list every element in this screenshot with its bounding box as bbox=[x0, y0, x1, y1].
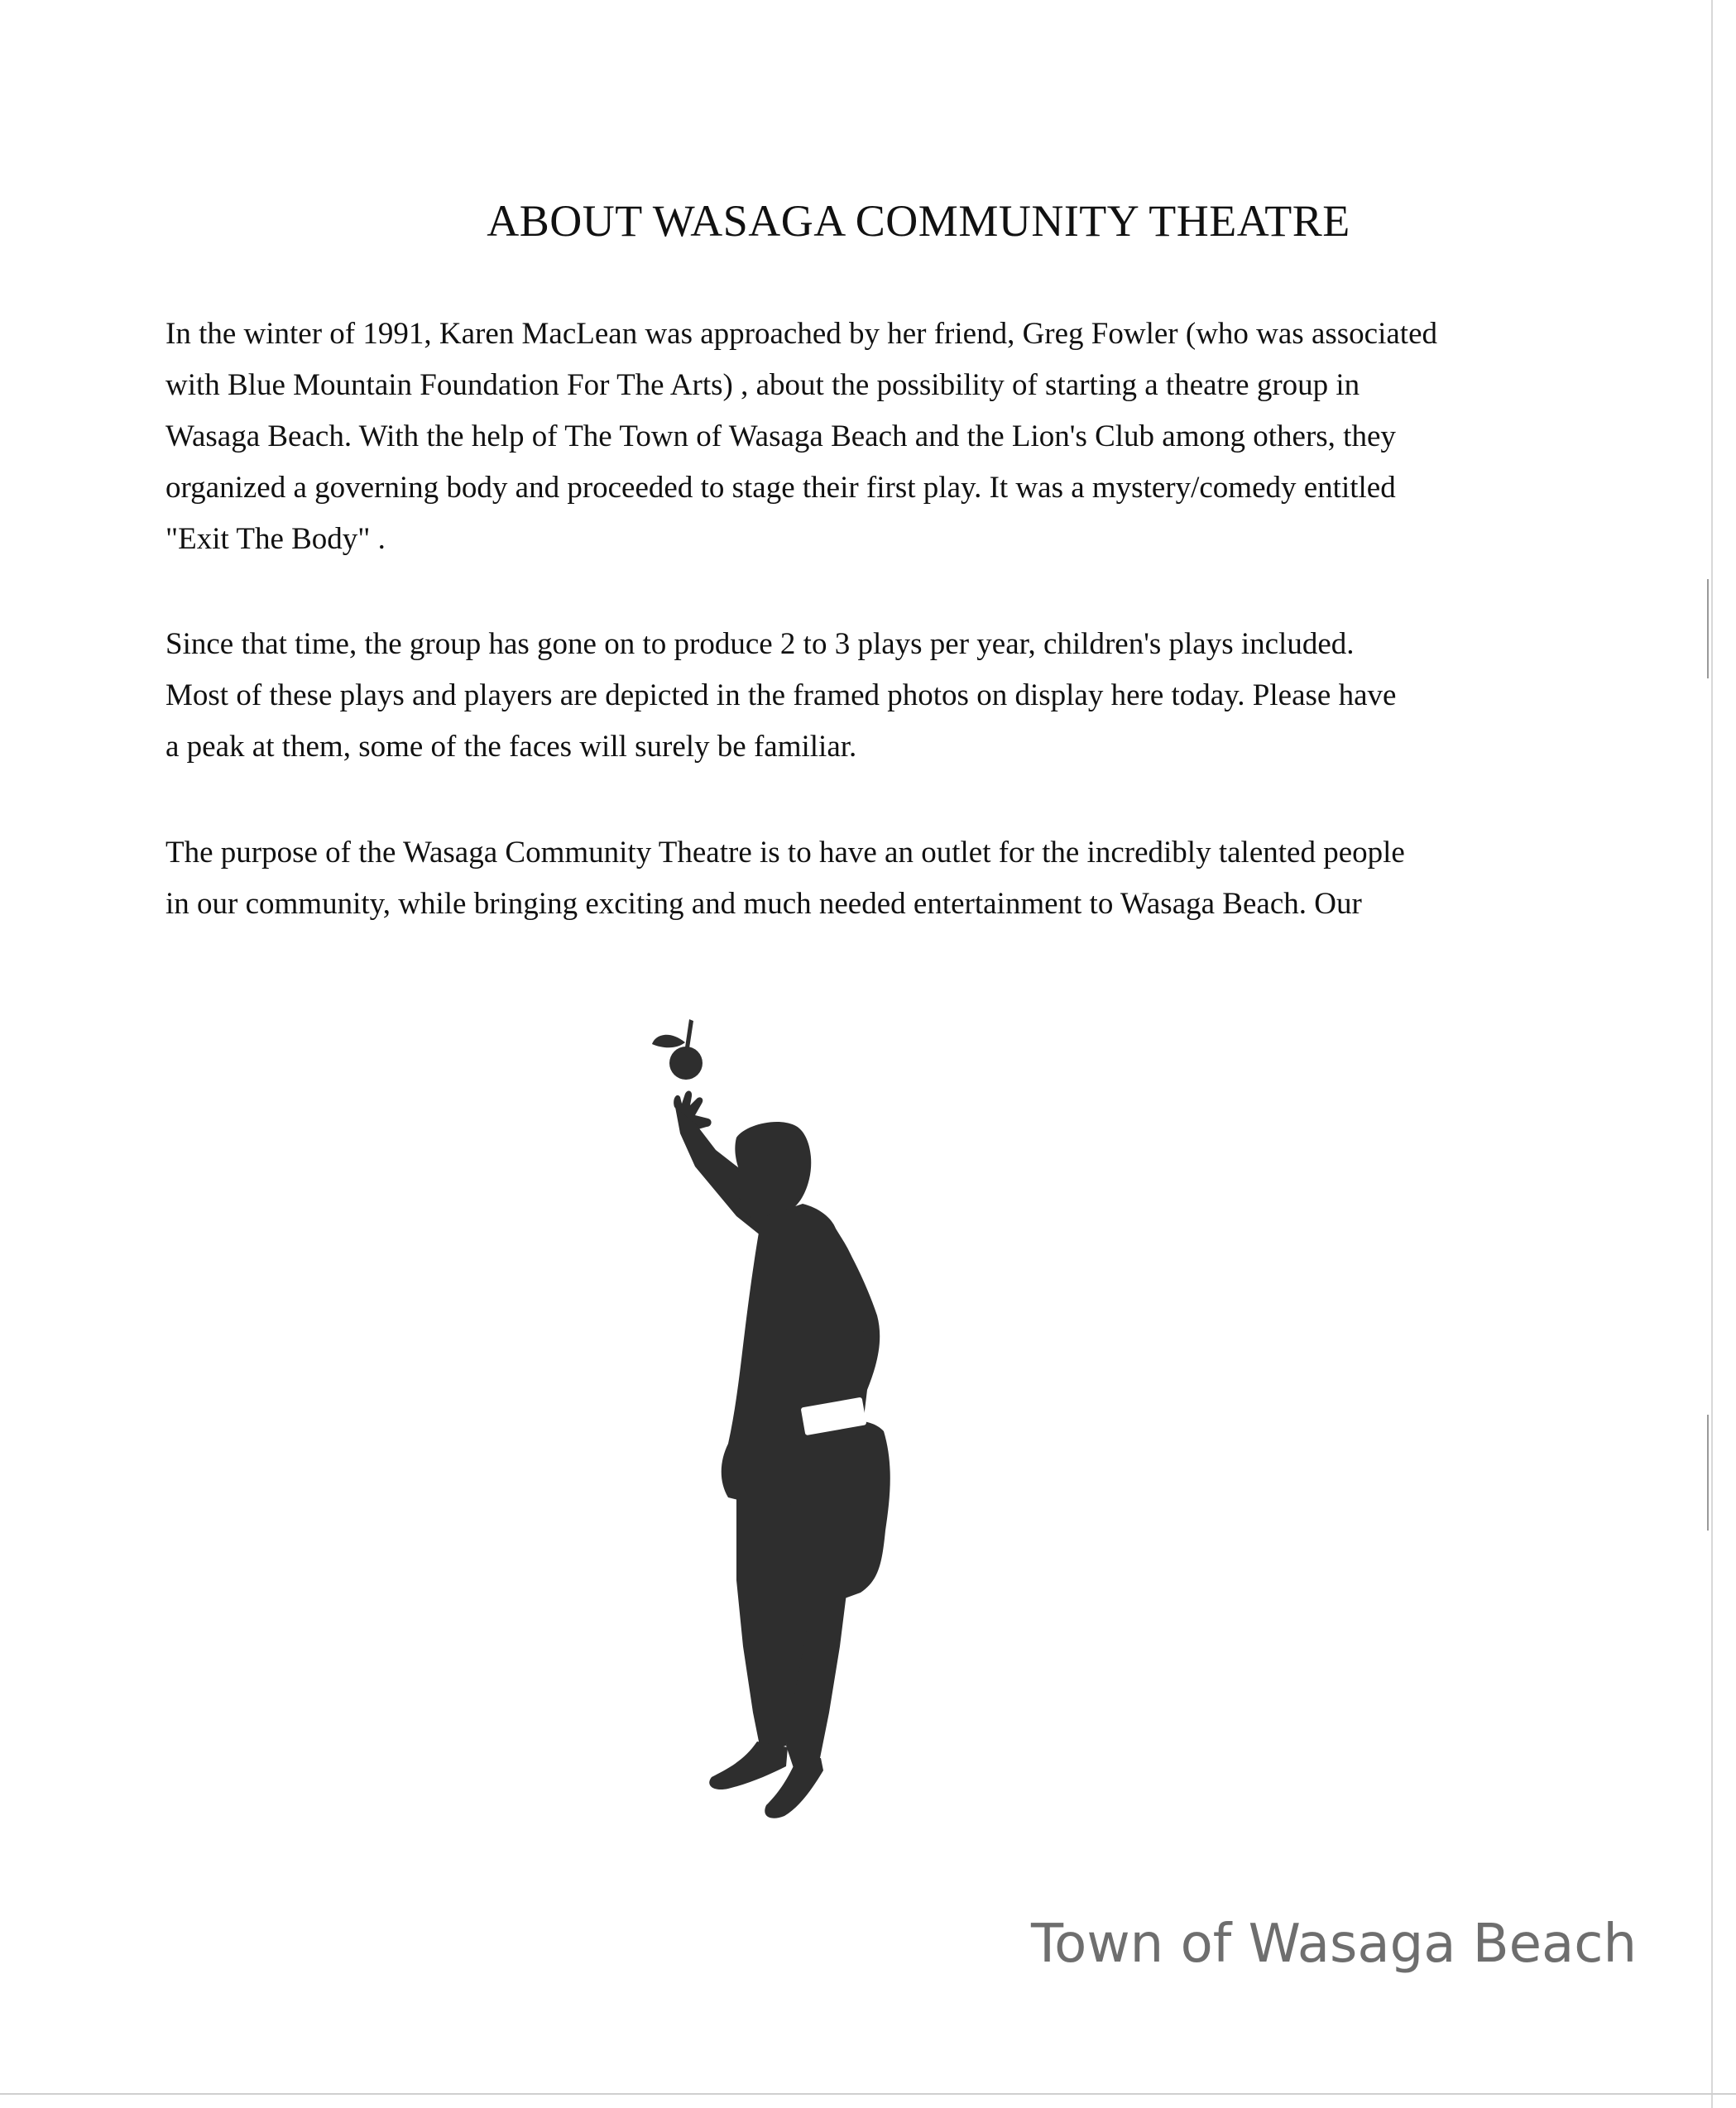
text-line: with Blue Mountain Foundation For The Arts) , about the possibility of starting a theatre group in bbox=[165, 368, 1360, 402]
text-line: a peak at them, some of the faces will surely be familiar. bbox=[165, 730, 857, 764]
text-line: Since that time, the group has gone on to produce 2 to 3 plays per year, children's plays included. bbox=[165, 627, 1355, 661]
text-line: Wasaga Beach. With the help of The Town of Wasaga Beach and the Lion's Club among others, they bbox=[165, 419, 1396, 453]
paragraph-history bbox=[165, 309, 1680, 565]
scan-mark bbox=[1707, 1415, 1709, 1531]
scan-mark bbox=[1707, 579, 1709, 678]
text-line: In the winter of 1991, Karen MacLean was approached by her friend, Greg Fowler (who was associated bbox=[165, 317, 1437, 351]
paragraph-productions bbox=[165, 619, 1680, 773]
text-line: The purpose of the Wasaga Community Theatre is to have an outlet for the incredibly talented people bbox=[165, 836, 1405, 870]
page-title: ABOUT WASAGA COMMUNITY THEATRE bbox=[487, 196, 1350, 246]
text-line: organized a governing body and proceeded to stage their first play. It was a mystery/comedy entitled bbox=[165, 471, 1396, 505]
page-edge-bottom bbox=[0, 2093, 1736, 2095]
text-line: "Exit The Body" . bbox=[165, 522, 386, 556]
watermark-text: Town of Wasaga Beach bbox=[1030, 1914, 1637, 1975]
paragraph-purpose bbox=[165, 827, 1680, 930]
page-edge-right bbox=[1711, 0, 1713, 2108]
text-line: Most of these plays and players are depicted in the framed photos on display here today. Please have bbox=[165, 678, 1397, 712]
text-line: in our community, while bringing exciting and much needed entertainment to Wasaga Beach. Our bbox=[165, 887, 1362, 921]
silhouette-person-reaching-for-apple-icon bbox=[637, 1001, 1067, 1820]
